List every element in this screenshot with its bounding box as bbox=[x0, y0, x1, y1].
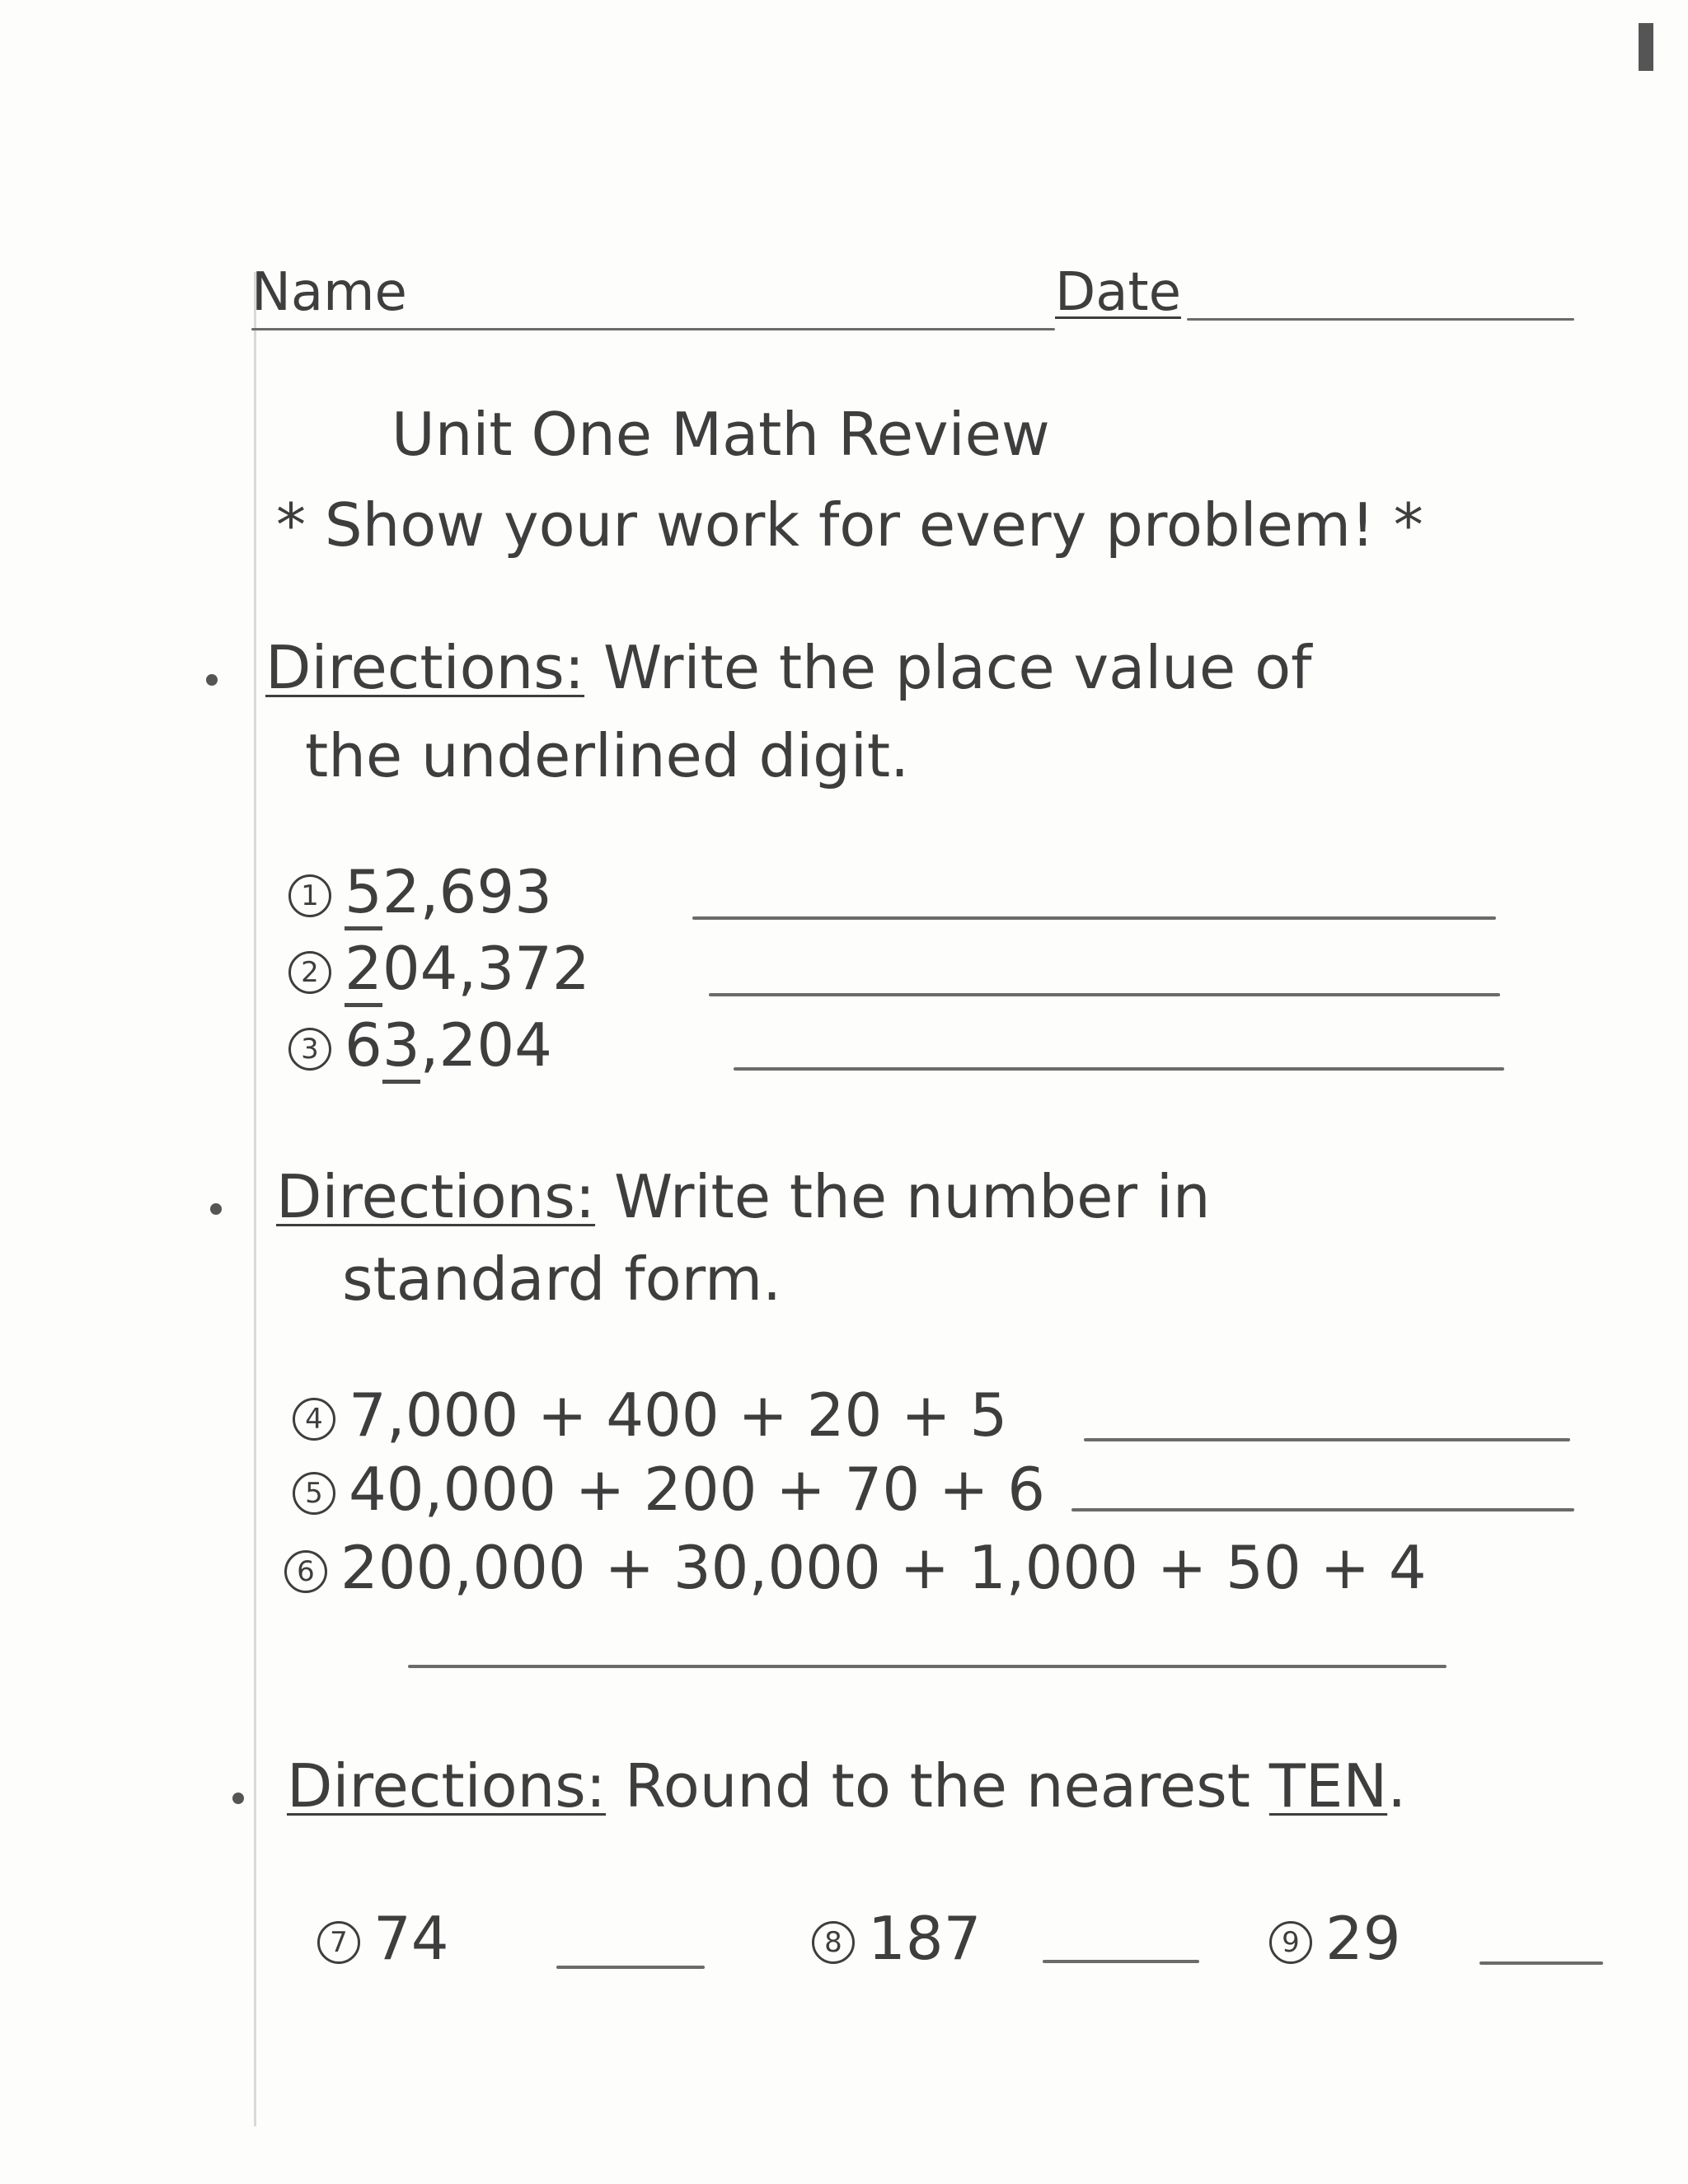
problem-6 bbox=[284, 1533, 1427, 1602]
answer-line-8[interactable] bbox=[1043, 1960, 1199, 1963]
problem-4-expression: 7,000 + 400 + 20 + 5 bbox=[349, 1380, 1008, 1450]
problem-3-number: 3 bbox=[288, 1028, 331, 1071]
answer-line-5[interactable] bbox=[1071, 1508, 1574, 1511]
directions-3-label: Directions: bbox=[287, 1751, 607, 1821]
directions-3-emphasis: TEN bbox=[1268, 1751, 1388, 1821]
bullet-1 bbox=[206, 674, 218, 686]
problem-1-underlined-digit: 5 bbox=[345, 857, 382, 930]
answer-line-4[interactable] bbox=[1084, 1438, 1570, 1441]
name-line[interactable] bbox=[251, 328, 1055, 330]
answer-line-6[interactable] bbox=[408, 1665, 1447, 1668]
problem-2-number: 2 bbox=[288, 951, 331, 994]
problem-7 bbox=[317, 1904, 449, 1973]
problem-3-rest: ,204 bbox=[420, 1010, 552, 1080]
problem-6-number: 6 bbox=[284, 1550, 327, 1593]
problem-1-rest: 2,693 bbox=[382, 857, 552, 926]
answer-line-1[interactable] bbox=[692, 916, 1496, 920]
problem-8-value: 187 bbox=[868, 1904, 982, 1973]
answer-line-9[interactable] bbox=[1479, 1961, 1603, 1965]
problem-5-expression: 40,000 + 200 + 70 + 6 bbox=[349, 1455, 1046, 1524]
directions-1-text: Write the place value of bbox=[603, 633, 1312, 702]
problem-9-number: 9 bbox=[1269, 1921, 1312, 1964]
problem-9 bbox=[1269, 1904, 1401, 1973]
directions-2 bbox=[276, 1162, 1211, 1231]
directions-2-text-2: standard form. bbox=[342, 1244, 782, 1314]
problem-1 bbox=[288, 857, 552, 926]
problem-8 bbox=[812, 1904, 981, 1973]
problem-6-expression: 200,000 + 30,000 + 1,000 + 50 + 4 bbox=[340, 1533, 1427, 1602]
bullet-2 bbox=[210, 1203, 222, 1215]
answer-line-3[interactable] bbox=[734, 1067, 1504, 1071]
directions-3-period: . bbox=[1387, 1751, 1407, 1821]
directions-3-text: Round to the nearest bbox=[624, 1751, 1269, 1821]
problem-2-underlined-digit: 2 bbox=[345, 934, 382, 1007]
bullet-3 bbox=[232, 1793, 244, 1804]
directions-1 bbox=[265, 633, 1312, 702]
problem-8-number: 8 bbox=[812, 1921, 855, 1964]
problem-4-number: 4 bbox=[293, 1398, 335, 1441]
problem-3-underlined-digit: 3 bbox=[382, 1010, 420, 1084]
scan-edge-mark bbox=[1639, 23, 1653, 71]
directions-1-label: Directions: bbox=[265, 633, 585, 702]
problem-5 bbox=[293, 1455, 1045, 1524]
problem-7-value: 74 bbox=[373, 1904, 449, 1973]
answer-line-2[interactable] bbox=[709, 993, 1500, 996]
problem-1-number: 1 bbox=[288, 874, 331, 917]
problem-2-rest: 04,372 bbox=[382, 934, 590, 1003]
problem-3 bbox=[288, 1010, 552, 1080]
date-line[interactable] bbox=[1187, 318, 1574, 321]
answer-line-7[interactable] bbox=[556, 1966, 705, 1969]
directions-2-label: Directions: bbox=[276, 1162, 596, 1231]
page-subtitle: * Show your work for every problem! * bbox=[276, 490, 1423, 560]
directions-3 bbox=[287, 1751, 1406, 1821]
problem-4 bbox=[293, 1380, 1007, 1450]
margin-line bbox=[254, 272, 256, 2126]
problem-5-number: 5 bbox=[293, 1472, 335, 1515]
problem-2 bbox=[288, 934, 590, 1003]
name-label: Name bbox=[251, 262, 407, 323]
problem-3-pre: 6 bbox=[345, 1010, 382, 1080]
problem-7-number: 7 bbox=[317, 1921, 360, 1964]
date-label: Date bbox=[1055, 262, 1181, 323]
problem-9-value: 29 bbox=[1325, 1904, 1401, 1973]
directions-2-text: Write the number in bbox=[613, 1162, 1211, 1231]
page-title: Unit One Math Review bbox=[392, 400, 1050, 469]
directions-1-text-2: the underlined digit. bbox=[305, 721, 909, 790]
